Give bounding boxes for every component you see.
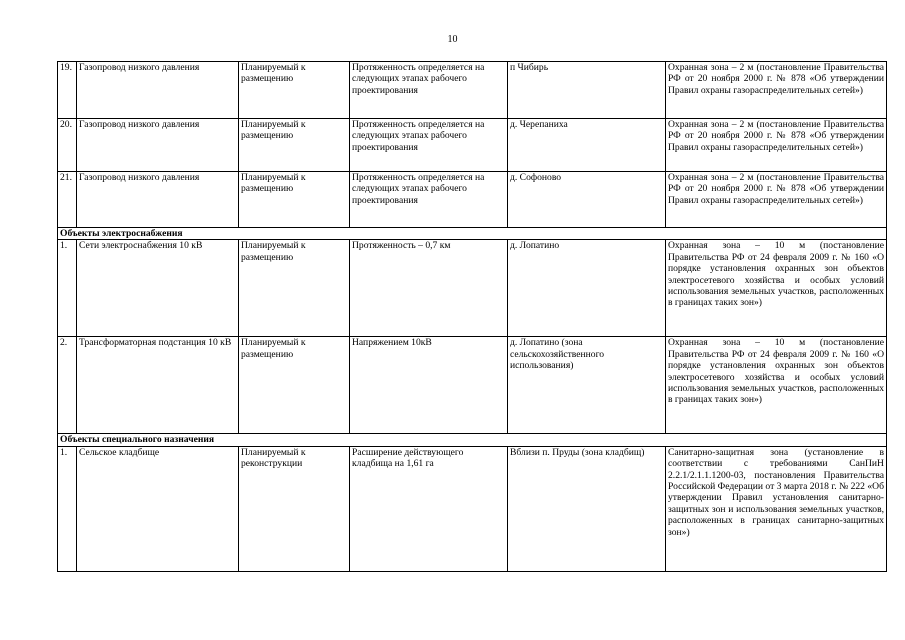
object-zone: Охранная зона – 10 м (постановление Правительства РФ от 24 февраля 2009 г. № 160 «О порядке установления охранных зон объектов электросетевого хозяйства и особых условий использования земельных участков, расположенных в границах таких зон») xyxy=(666,240,887,337)
table-row xyxy=(58,446,887,571)
object-zone: Охранная зона – 10 м (постановление Правительства РФ от 24 февраля 2009 г. № 160 «О порядке установления охранных зон объектов электросетевого хозяйства и особых условий использования земельных участков, расположенных в границах таких зон») xyxy=(666,337,887,434)
object-location: д. Лопатино (зона сельскохозяйственного использования) xyxy=(508,337,666,434)
row-number: 21. xyxy=(58,172,77,228)
row-number: 1. xyxy=(58,446,77,571)
row-number: 1. xyxy=(58,240,77,337)
table-row xyxy=(58,172,887,228)
object-name: Газопровод низкого давления xyxy=(77,172,239,228)
object-zone: Охранная зона – 2 м (постановление Правительства РФ от 20 ноября 2000 г. № 878 «Об утверждении Правил охраны газораспределительных сетей») xyxy=(666,172,887,228)
object-characteristic: Протяженность определяется на следующих этапах рабочего проектирования xyxy=(350,172,508,228)
objects-table xyxy=(57,61,887,572)
object-characteristic: Протяженность – 0,7 км xyxy=(350,240,508,337)
object-location: д. Лопатино xyxy=(508,240,666,337)
section-title: Объекты специального назначения xyxy=(58,434,887,446)
row-number: 19. xyxy=(58,62,77,119)
page-number: 10 xyxy=(447,34,458,45)
object-status: Планируемый к размещению xyxy=(239,172,350,228)
object-zone: Охранная зона – 2 м (постановление Правительства РФ от 20 ноября 2000 г. № 878 «Об утверждении Правил охраны газораспределительных сетей») xyxy=(666,62,887,119)
section-header-special xyxy=(58,434,887,446)
table-row xyxy=(58,62,887,119)
object-name: Сельское кладбище xyxy=(77,446,239,571)
object-zone: Санитарно-защитная зона (установление в соответствии с требованиями СанПиН 2.2.1/2.1.1.1200-03, постановления Правительства Российской Федерации от 3 марта 2018 г. № 222 «Об утверждении Правил установления санитарно-защитных зон и использования земельных участков, расположенных в границах санитарно-защитных зон») xyxy=(666,446,887,571)
table-row xyxy=(58,337,887,434)
object-status: Планируемый к реконструкции xyxy=(239,446,350,571)
object-name: Газопровод низкого давления xyxy=(77,62,239,119)
table-row xyxy=(58,119,887,172)
object-characteristic: Расширение действующего кладбища на 1,61 га xyxy=(350,446,508,571)
object-name: Трансформаторная подстанция 10 кВ xyxy=(77,337,239,434)
object-location: д. Черепаниха xyxy=(508,119,666,172)
object-location: Вблизи п. Пруды (зона кладбищ) xyxy=(508,446,666,571)
object-characteristic: Протяженность определяется на следующих этапах рабочего проектирования xyxy=(350,119,508,172)
section-header-power xyxy=(58,228,887,240)
table-row xyxy=(58,240,887,337)
row-number: 2. xyxy=(58,337,77,434)
object-status: Планируемый к размещению xyxy=(239,62,350,119)
object-location: д. Софоново xyxy=(508,172,666,228)
object-name: Газопровод низкого давления xyxy=(77,119,239,172)
section-title: Объекты электроснабжения xyxy=(58,228,887,240)
object-zone: Охранная зона – 2 м (постановление Правительства РФ от 20 ноября 2000 г. № 878 «Об утверждении Правил охраны газораспределительных сетей») xyxy=(666,119,887,172)
object-status: Планируемый к размещению xyxy=(239,337,350,434)
object-status: Планируемый к размещению xyxy=(239,119,350,172)
row-number: 20. xyxy=(58,119,77,172)
object-name: Сети электроснабжения 10 кВ xyxy=(77,240,239,337)
object-location: п Чибирь xyxy=(508,62,666,119)
object-characteristic: Протяженность определяется на следующих этапах рабочего проектирования xyxy=(350,62,508,119)
object-status: Планируемый к размещению xyxy=(239,240,350,337)
object-characteristic: Напряжением 10кВ xyxy=(350,337,508,434)
